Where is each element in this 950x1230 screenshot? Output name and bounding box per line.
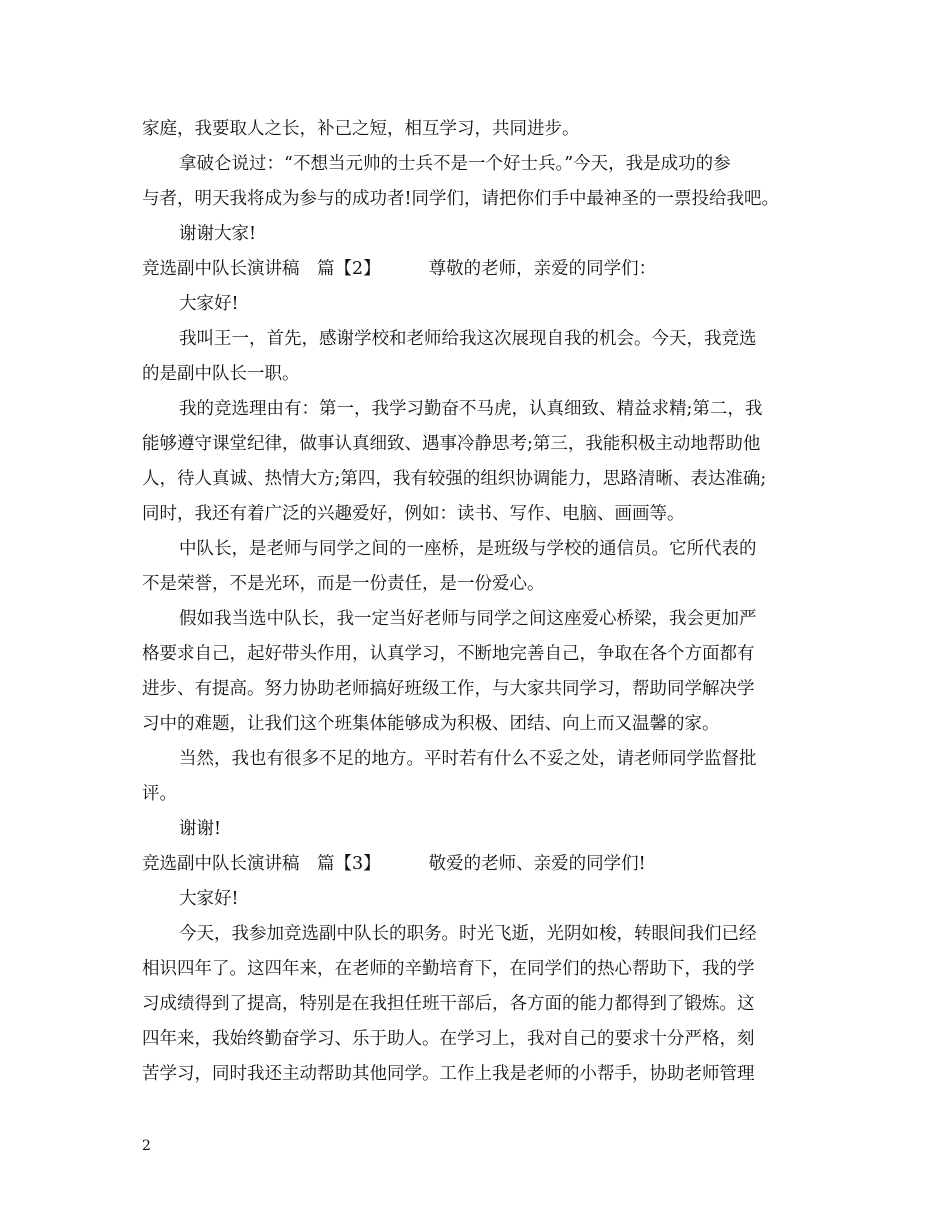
- paragraph-line: 相识四年了。这四年来，在老师的辛勤培育下，在同学们的热心帮助下，我的学: [142, 959, 755, 979]
- paragraph-line: 同时，我还有着广泛的兴趣爱好，例如：读书、写作、电脑、画画等。: [142, 504, 685, 524]
- paragraph-line: 进步、有提高。努力协助老师搞好班级工作，与大家共同学习，帮助同学解决学: [142, 679, 755, 699]
- section-title: 竞选副中队长演讲稿 篇【2】: [142, 259, 381, 279]
- section-title: 竞选副中队长演讲稿 篇【3】: [142, 854, 381, 874]
- paragraph-line: 习成绩得到了提高，特别是在我担任班干部后，各方面的能力都得到了锻炼。这: [142, 994, 755, 1014]
- section-heading-3: [142, 853, 646, 875]
- paragraph-line: 四年来，我始终勤奋学习、乐于助人。在学习上，我对自己的要求十分严格，刻: [142, 1029, 755, 1049]
- paragraph-line: 大家好!: [179, 889, 239, 909]
- paragraph-line: 我叫王一，首先，感谢学校和老师给我这次展现自我的机会。今天，我竞选: [179, 329, 757, 349]
- paragraph-line: 大家好!: [179, 294, 239, 314]
- paragraph-line: 的是副中队长一职。: [142, 364, 300, 384]
- paragraph-line: 与者，明天我将成为参与的成功者!同学们，请把你们手中最神圣的一票投给我吧。: [142, 189, 780, 209]
- section-heading-2: [142, 258, 656, 280]
- paragraph-line: 格要求自己，起好带头作用，认真学习，不断地完善自己，争取在各个方面都有: [142, 644, 755, 664]
- paragraph-line: 能够遵守课堂纪律，做事认真细致、遇事冷静思考;第三，我能积极主动地帮助他: [142, 434, 761, 454]
- paragraph-line: 人，待人真诚、热情大方;第四，我有较强的组织协调能力，思路清晰、表达准确;: [142, 469, 767, 489]
- paragraph-line: 习中的难题，让我们这个班集体能够成为积极、团结、向上而又温馨的家。: [142, 714, 720, 734]
- paragraph-line: 中队长，是老师与同学之间的一座桥，是班级与学校的通信员。它所代表的: [179, 539, 757, 559]
- paragraph-line: 假如我当选中队长，我一定当好老师与同学之间这座爱心桥梁，我会更加严: [179, 609, 757, 629]
- paragraph-line: 不是荣誉，不是光环，而是一份责任，是一份爱心。: [142, 574, 545, 594]
- paragraph-line: 谢谢大家!: [179, 224, 257, 244]
- page-number: 2: [142, 1138, 151, 1154]
- section-greeting: 尊敬的老师，亲爱的同学们：: [428, 259, 657, 279]
- paragraph-line: 家庭，我要取人之长，补己之短，相互学习，共同进步。: [142, 119, 580, 139]
- paragraph-line: 我的竞选理由有：第一，我学习勤奋不马虎，认真细致、精益求精;第二，我: [179, 399, 763, 419]
- paragraph-line: 苦学习，同时我还主动帮助其他同学。工作上我是老师的小帮手，协助老师管理: [142, 1064, 755, 1084]
- paragraph-line: 谢谢!: [179, 819, 222, 839]
- paragraph-line: 评。: [142, 784, 177, 804]
- section-greeting: 敬爱的老师、亲爱的同学们!: [428, 854, 646, 874]
- paragraph-line: 今天，我参加竞选副中队长的职务。时光飞逝，光阴如梭，转眼间我们已经: [179, 924, 757, 944]
- paragraph-line: 当然，我也有很多不足的地方。平时若有什么不妥之处，请老师同学监督批: [179, 749, 757, 769]
- paragraph-line: 拿破仑说过：“不想当元帅的士兵不是一个好士兵。”今天，我是成功的参: [179, 154, 731, 174]
